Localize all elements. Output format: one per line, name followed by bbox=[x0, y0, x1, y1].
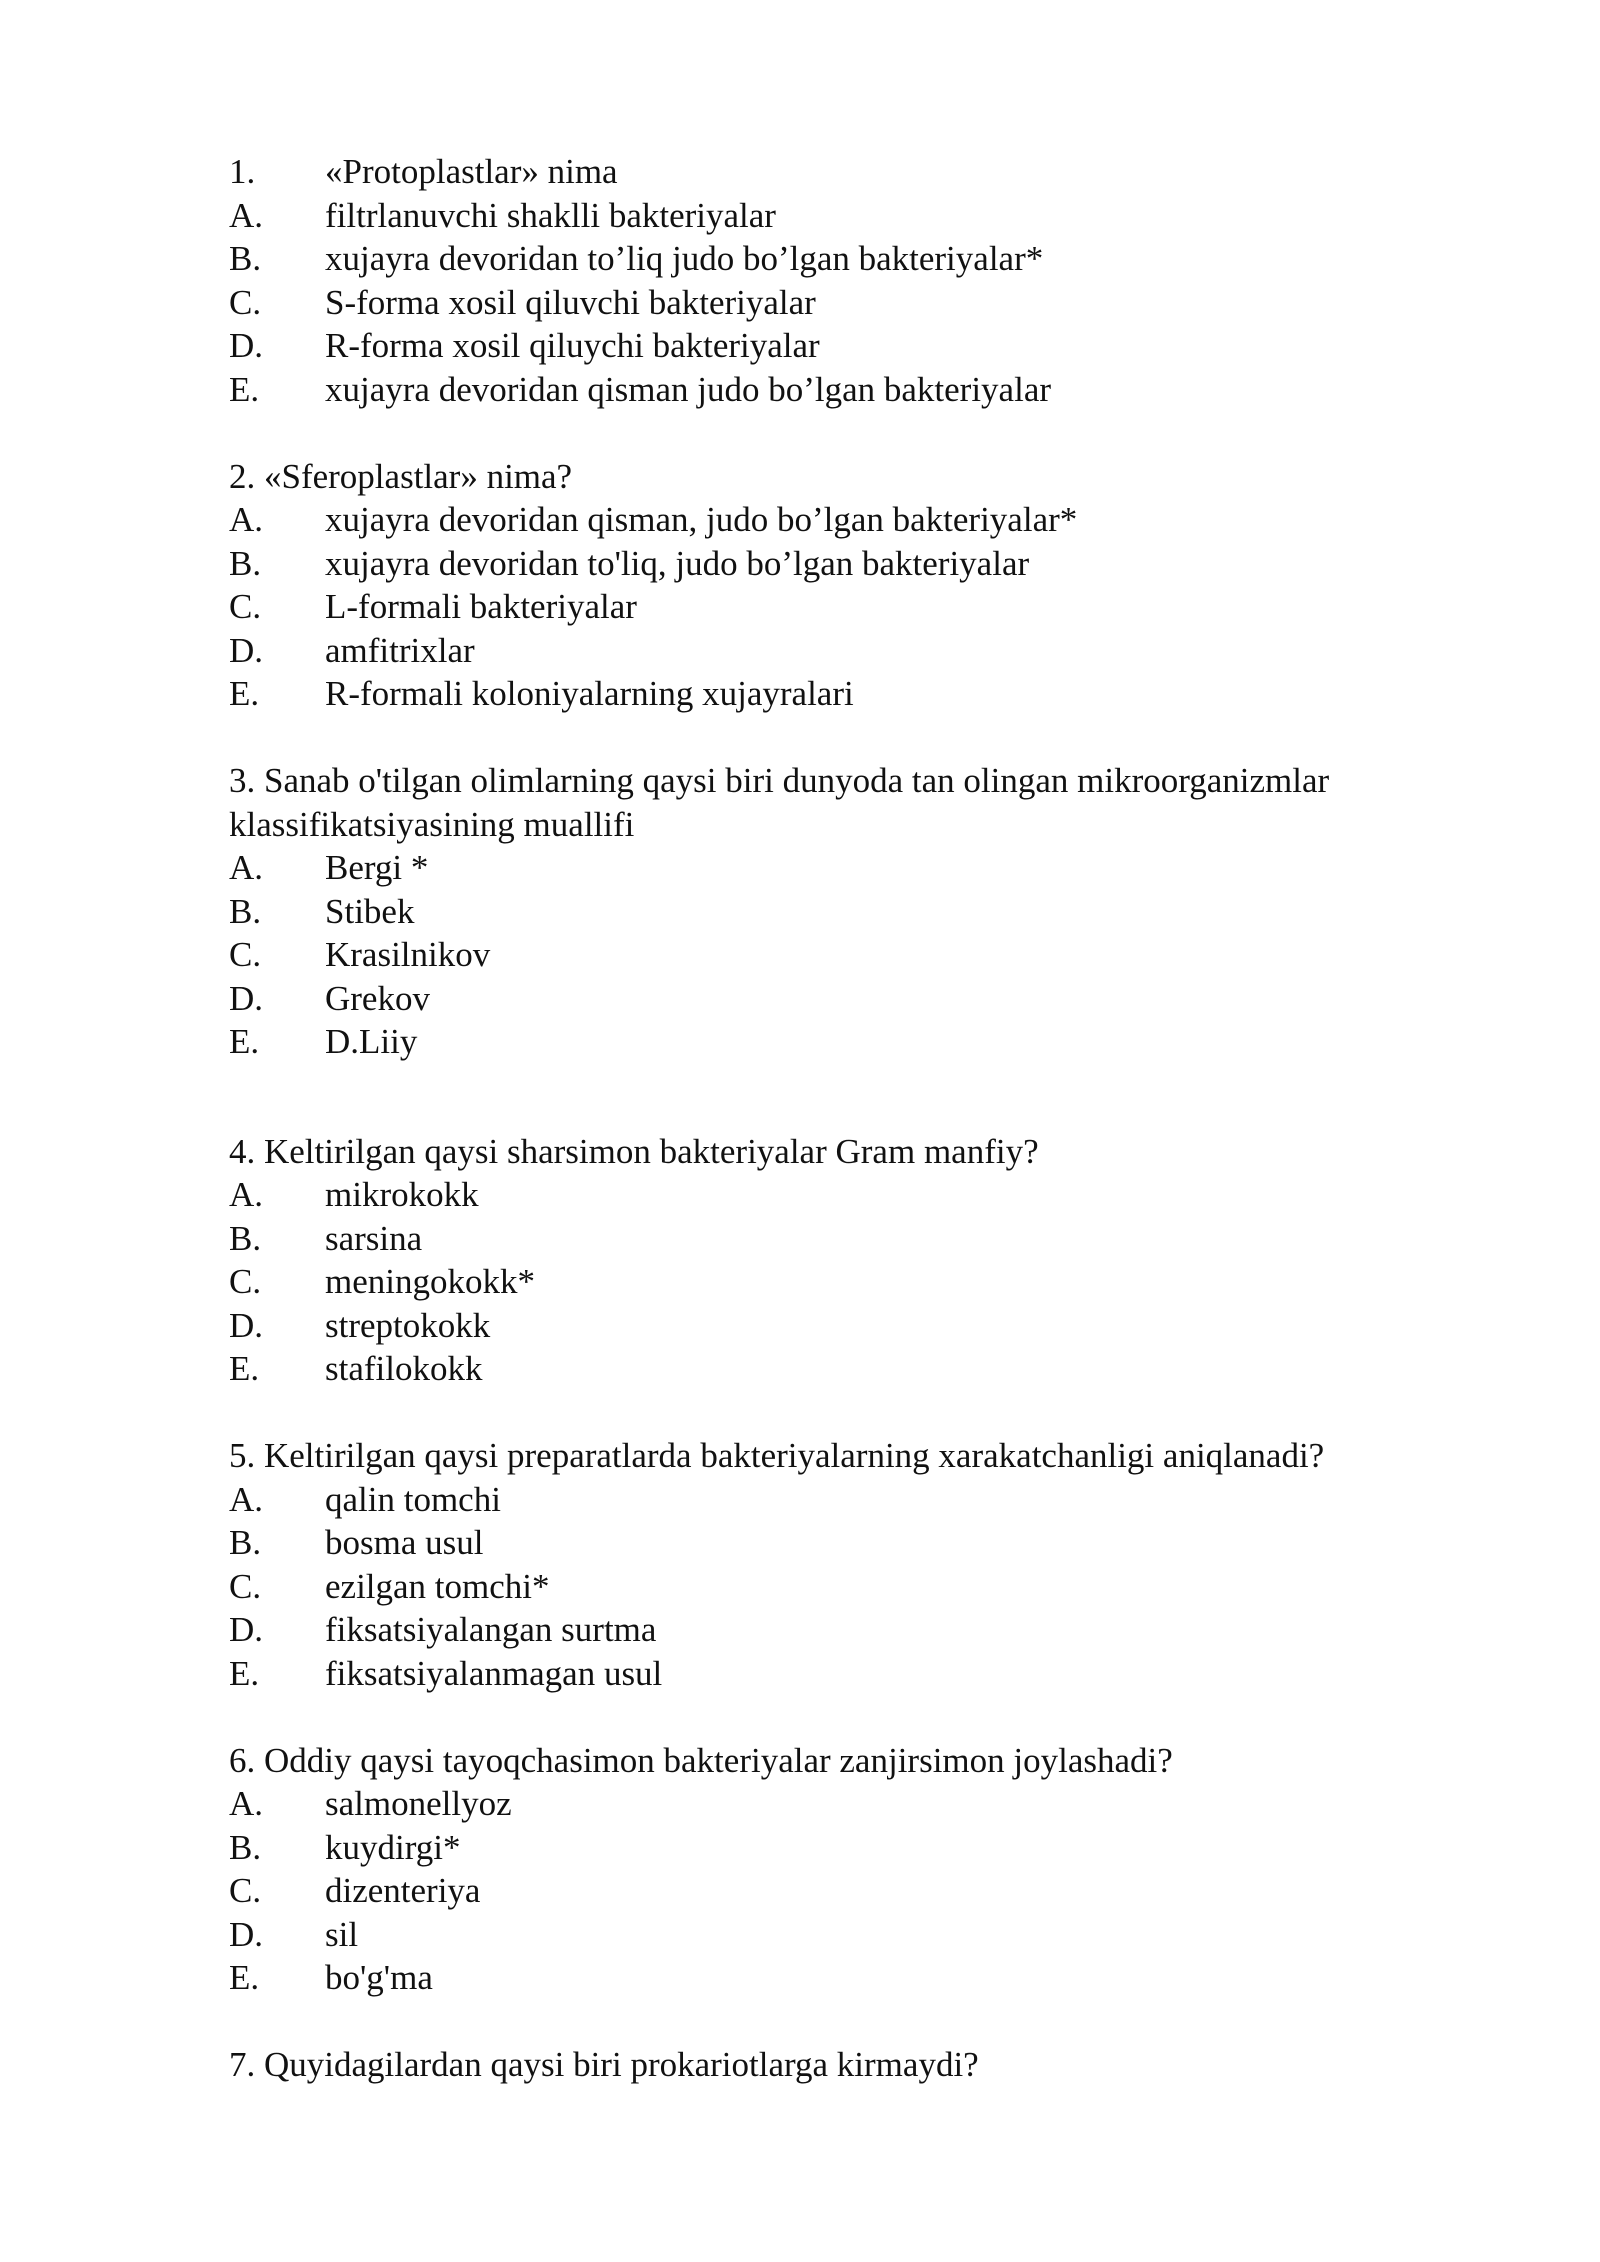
option-d bbox=[229, 629, 1429, 673]
option-letter: C. bbox=[229, 1262, 262, 1301]
option-letter: E. bbox=[229, 1653, 260, 1693]
option-d bbox=[229, 1913, 1429, 1957]
option-letter: D. bbox=[229, 1305, 264, 1345]
option-a bbox=[229, 846, 1429, 890]
option-c bbox=[229, 281, 1429, 325]
option-letter: D. bbox=[229, 1610, 264, 1649]
option-text: Krasilnikov bbox=[325, 935, 491, 974]
question-1 bbox=[229, 150, 1429, 194]
option-letter: B. bbox=[229, 239, 262, 278]
option-b bbox=[229, 542, 1429, 586]
option-letter: D. bbox=[229, 1914, 264, 1954]
spacer bbox=[229, 716, 1429, 760]
question-text: 5. Keltirilgan qaysi preparatlarda bakteriyalarning xarakatchanligi aniqlanadi? bbox=[229, 1436, 1325, 1475]
option-a bbox=[229, 498, 1429, 542]
option-b bbox=[229, 1826, 1429, 1870]
option-letter: C. bbox=[229, 1566, 262, 1606]
option-b bbox=[229, 1521, 1429, 1565]
option-b bbox=[229, 890, 1429, 934]
option-text: Bergi * bbox=[325, 848, 429, 887]
option-text: bo'g'ma bbox=[325, 1958, 433, 1997]
option-text: stafilokokk bbox=[325, 1349, 483, 1388]
option-letter: B. bbox=[229, 543, 262, 583]
option-e bbox=[229, 1347, 1429, 1391]
option-text: S-forma xosil qiluvchi bakteriyalar bbox=[325, 282, 816, 322]
option-e bbox=[229, 1652, 1429, 1696]
option-text: mikrokokk bbox=[325, 1175, 479, 1214]
option-letter: D. bbox=[229, 978, 264, 1018]
option-letter: A. bbox=[229, 1479, 264, 1519]
option-text: xujayra devoridan qisman, judo bo’lgan bakteriyalar* bbox=[325, 500, 1078, 539]
question-5 bbox=[229, 1434, 1429, 1478]
option-letter: A. bbox=[229, 1784, 264, 1823]
option-d bbox=[229, 1608, 1429, 1652]
option-text: L-formali bakteriyalar bbox=[325, 587, 637, 626]
question-7 bbox=[229, 2043, 1429, 2087]
question-text: 7. Quyidagilardan qaysi biri prokariotlarga kirmaydi? bbox=[229, 2045, 979, 2084]
question-6 bbox=[229, 1739, 1429, 1783]
option-letter: E. bbox=[229, 674, 260, 713]
option-text: Grekov bbox=[325, 978, 430, 1018]
option-text: R-formali koloniyalarning xujayralari bbox=[325, 674, 854, 713]
spacer bbox=[229, 1695, 1429, 1739]
option-e bbox=[229, 1020, 1429, 1064]
option-letter: A. bbox=[229, 195, 264, 235]
question-text: 6. Oddiy qaysi tayoqchasimon bakteriyalar zanjirsimon joylashadi? bbox=[229, 1740, 1173, 1780]
option-a bbox=[229, 194, 1429, 238]
option-letter: C. bbox=[229, 935, 262, 974]
option-text: kuydirgi* bbox=[325, 1827, 461, 1867]
option-letter: E. bbox=[229, 1958, 260, 1997]
option-c bbox=[229, 585, 1429, 629]
question-text-line-1: 3. Sanab o'tilgan olimlarning qaysi biri dunyoda tan olingan mikroorganizmlar bbox=[229, 761, 1330, 800]
question-2 bbox=[229, 455, 1429, 499]
option-text: D.Liiy bbox=[325, 1022, 418, 1061]
option-letter: E. bbox=[229, 1349, 260, 1388]
spacer bbox=[229, 2000, 1429, 2044]
option-text: dizenteriya bbox=[325, 1871, 481, 1910]
option-letter: C. bbox=[229, 1871, 262, 1910]
question-3-continued bbox=[229, 803, 1429, 847]
spacer bbox=[229, 411, 1429, 455]
option-text: Stibek bbox=[325, 891, 415, 931]
option-text: fiksatsiyalanmagan usul bbox=[325, 1653, 663, 1693]
option-text: streptokokk bbox=[325, 1305, 491, 1345]
option-letter: B. bbox=[229, 1827, 262, 1867]
option-letter: C. bbox=[229, 587, 262, 626]
option-letter: B. bbox=[229, 1523, 262, 1562]
option-text: qalin tomchi bbox=[325, 1479, 501, 1519]
option-letter: C. bbox=[229, 282, 262, 322]
option-e bbox=[229, 368, 1429, 412]
question-text: «Protoplastlar» nima bbox=[325, 152, 618, 191]
option-e bbox=[229, 672, 1429, 716]
option-text: sil bbox=[325, 1914, 359, 1954]
question-number: 1. bbox=[229, 152, 256, 191]
question-3 bbox=[229, 759, 1429, 803]
option-c bbox=[229, 933, 1429, 977]
option-letter: A. bbox=[229, 1175, 264, 1214]
option-b bbox=[229, 237, 1429, 281]
option-letter: D. bbox=[229, 630, 264, 670]
option-text: ezilgan tomchi* bbox=[325, 1566, 550, 1606]
document-content bbox=[229, 150, 1429, 2087]
option-text: xujayra devoridan to'liq, judo bo’lgan bakteriyalar bbox=[325, 543, 1030, 583]
option-e bbox=[229, 1956, 1429, 2000]
option-c bbox=[229, 1869, 1429, 1913]
option-letter: B. bbox=[229, 891, 262, 931]
option-c bbox=[229, 1260, 1429, 1304]
option-d bbox=[229, 324, 1429, 368]
option-letter: D. bbox=[229, 326, 264, 365]
option-text: sarsina bbox=[325, 1218, 423, 1258]
option-text: R-forma xosil qiluychi bakteriyalar bbox=[325, 326, 820, 365]
option-text: bosma usul bbox=[325, 1523, 484, 1562]
question-text-line-2: klassifikatsiyasining muallifi bbox=[229, 804, 635, 844]
option-text: xujayra devoridan to’liq judo bo’lgan bakteriyalar* bbox=[325, 239, 1044, 278]
question-text: 2. «Sferoplastlar» nima? bbox=[229, 456, 573, 496]
option-text: fiksatsiyalangan surtma bbox=[325, 1610, 657, 1649]
option-text: meningokokk* bbox=[325, 1262, 535, 1301]
spacer bbox=[229, 1064, 1429, 1130]
option-a bbox=[229, 1782, 1429, 1826]
option-letter: E. bbox=[229, 1022, 260, 1061]
option-letter: A. bbox=[229, 848, 264, 887]
spacer bbox=[229, 1391, 1429, 1435]
option-text: amfitrixlar bbox=[325, 630, 475, 670]
option-b bbox=[229, 1217, 1429, 1261]
option-d bbox=[229, 1304, 1429, 1348]
option-c bbox=[229, 1565, 1429, 1609]
option-text: xujayra devoridan qisman judo bo’lgan bakteriyalar bbox=[325, 369, 1052, 409]
option-a bbox=[229, 1478, 1429, 1522]
question-4 bbox=[229, 1130, 1429, 1174]
option-letter: E. bbox=[229, 369, 260, 409]
option-text: filtrlanuvchi shaklli bakteriyalar bbox=[325, 195, 776, 235]
option-text: salmonellyoz bbox=[325, 1784, 512, 1823]
option-a bbox=[229, 1173, 1429, 1217]
option-letter: B. bbox=[229, 1218, 262, 1258]
option-d bbox=[229, 977, 1429, 1021]
option-letter: A. bbox=[229, 500, 264, 539]
question-text: 4. Keltirilgan qaysi sharsimon bakteriyalar Gram manfiy? bbox=[229, 1131, 1039, 1171]
